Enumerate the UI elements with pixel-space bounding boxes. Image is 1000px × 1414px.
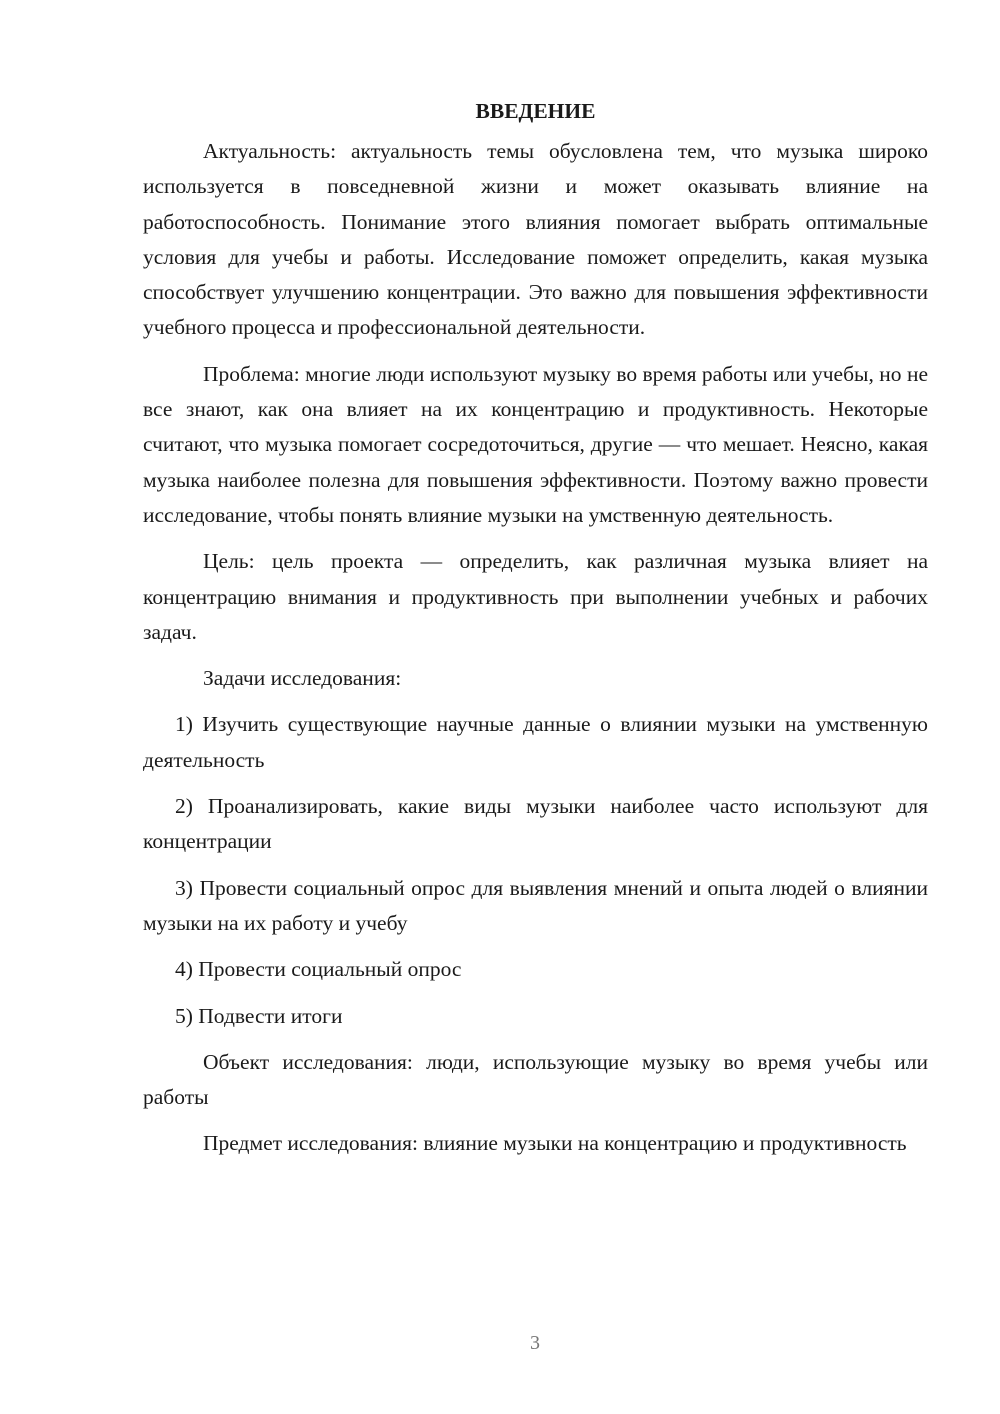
document-page	[143, 96, 928, 1173]
tasks-title: Задачи исследования:	[203, 666, 402, 691]
object-paragraph: Объект исследования: люди, использующие музыку во время учебы или работы	[143, 1049, 928, 1110]
problem-paragraph: Проблема: многие люди используют музыку во время работы или учебы, но не все знают, как она влияет на их концентрацию и продуктивность. Некоторые считают, что музыка помогает сосредоточиться, другие — что мешает. Неясно, какая музыка наиболее полезна для повышения эффективности. Поэтому важно провести исследование, чтобы понять влияние музыки на умственную деятельность.	[143, 361, 928, 527]
task-item-5: 5) Подвести итоги	[175, 1003, 343, 1028]
subject-paragraph: Предмет исследования: влияние музыки на концентрацию и продуктивность	[203, 1131, 907, 1156]
section-heading: ВВЕДЕНИЕ	[475, 99, 596, 123]
task-item-1: 1) Изучить существующие научные данные о влиянии музыки на умственную деятельность	[143, 712, 928, 772]
task-item-3: 3) Провести социальный опрос для выявления мнений и опыта людей о влиянии музыки на их работу и учебу	[143, 875, 928, 935]
goal-paragraph: Цель: цель проекта — определить, как различная музыка влияет на концентрацию внимания и продуктивность при выполнении учебных и рабочих задач.	[143, 549, 928, 644]
task-item-2: 2) Проанализировать, какие виды музыки наиболее часто используют для концентрации	[143, 794, 928, 854]
relevance-paragraph: Актуальность: актуальность темы обусловлена тем, что музыка широко используется в повседневной жизни и может оказывать влияние на работоспособность. Понимание этого влияния помогает выбрать оптимальные условия для учебы и работы. Исследование поможет определить, какая музыка способствует улучшению концентрации. Это важно для повышения эффективности учебного процесса и профессиональной деятельности.	[143, 139, 928, 340]
task-item-4: 4) Провести социальный опрос	[175, 957, 462, 982]
page-number: 3	[530, 1332, 540, 1354]
